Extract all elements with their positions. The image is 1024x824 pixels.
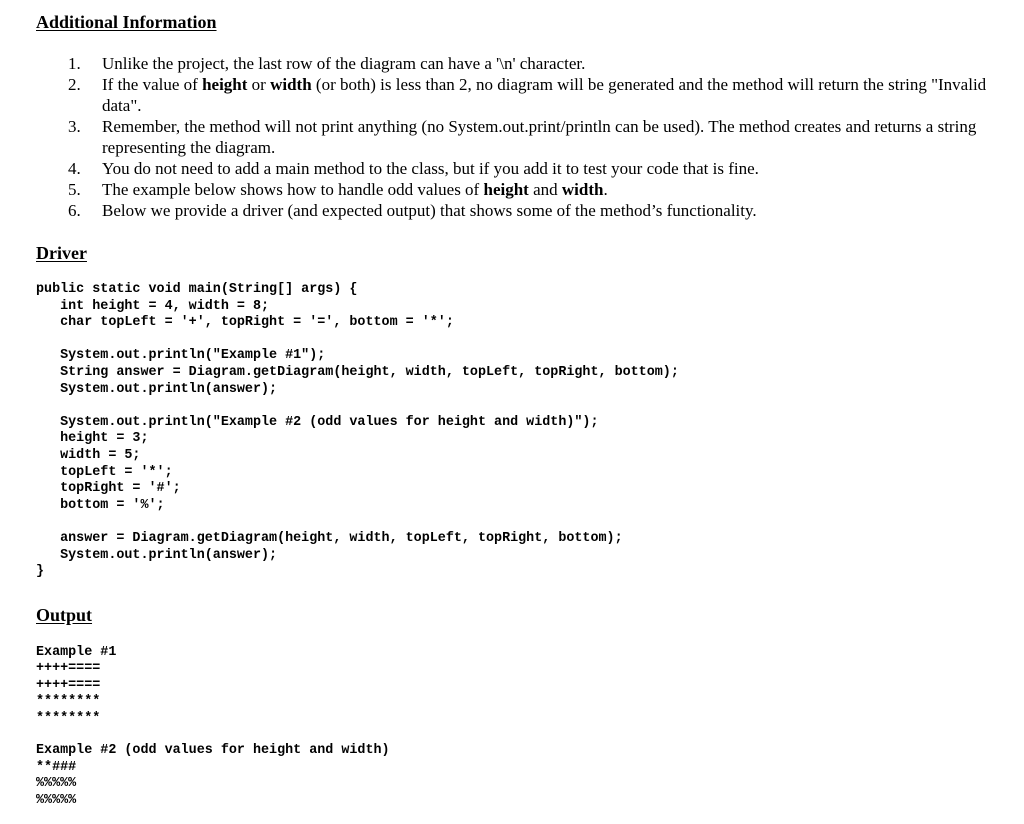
list-item-number: 1.	[68, 54, 81, 73]
list-item-text: and	[528, 180, 562, 199]
output-heading: Output	[36, 605, 93, 625]
list-item-number: 3.	[68, 117, 81, 136]
list-item	[64, 53, 1009, 74]
list-item-text: The example below shows how to handle odd values of	[102, 180, 484, 199]
additional-information-heading: Additional Information	[36, 12, 217, 32]
list-item-text: If the value of	[102, 75, 203, 94]
emphasized-term: width	[561, 180, 604, 199]
list-item	[64, 116, 1009, 158]
list-item-number: 2.	[68, 75, 81, 94]
list-item-text: Below we provide a driver (and expected output) that shows some of the method’s functionality.	[102, 201, 757, 220]
additional-information-list	[64, 53, 1009, 221]
list-item	[64, 179, 1009, 200]
list-item-text: .	[603, 180, 608, 199]
list-item-text: You do not need to add a main method to the class, but if you add it to test your code that is fine.	[102, 159, 759, 178]
list-item	[64, 74, 1009, 116]
list-item-text: Remember, the method will not print anything (no System.out.print/println can be used). The method creates and returns a string representing the diagram.	[102, 117, 977, 157]
list-item-number: 6.	[68, 201, 81, 220]
driver-heading: Driver	[36, 243, 87, 263]
output-text-block: Example #1 ++++==== ++++==== ******** ******** Example #2 (odd values for height and width) **### %%%%% %%%%%	[36, 645, 390, 808]
list-item-text: Unlike the project, the last row of the diagram can have a '\n' character.	[102, 54, 586, 73]
list-item-text: (or both) is less than 2, no diagram will be generated and the method will return the string "Invalid data".	[102, 75, 987, 115]
list-item	[64, 200, 1009, 221]
emphasized-term: width	[270, 75, 312, 94]
emphasized-term: height	[483, 180, 529, 199]
list-item-number: 4.	[68, 159, 81, 178]
list-item-number: 5.	[68, 180, 81, 199]
emphasized-term: height	[202, 75, 248, 94]
list-item-text: or	[247, 75, 271, 94]
driver-code-block: public static void main(String[] args) { int height = 4, width = 8; char topLeft = '+', topRight = '=', bottom = '*'; System.out.println("Example #1"); String answer = Diagram.getDiagram(height, width, topLeft, topRight, bottom); System.out.println(answer); System.out.println("Example #2 (odd values for height and width)"); height = 3; width = 5; topLeft = '*'; topRight = '#'; bottom = '%'; answer = Diagram.getDiagram(height, width, topLeft, topRight, bottom); System.out.println(answer); }	[36, 282, 679, 580]
list-item	[64, 158, 1009, 179]
